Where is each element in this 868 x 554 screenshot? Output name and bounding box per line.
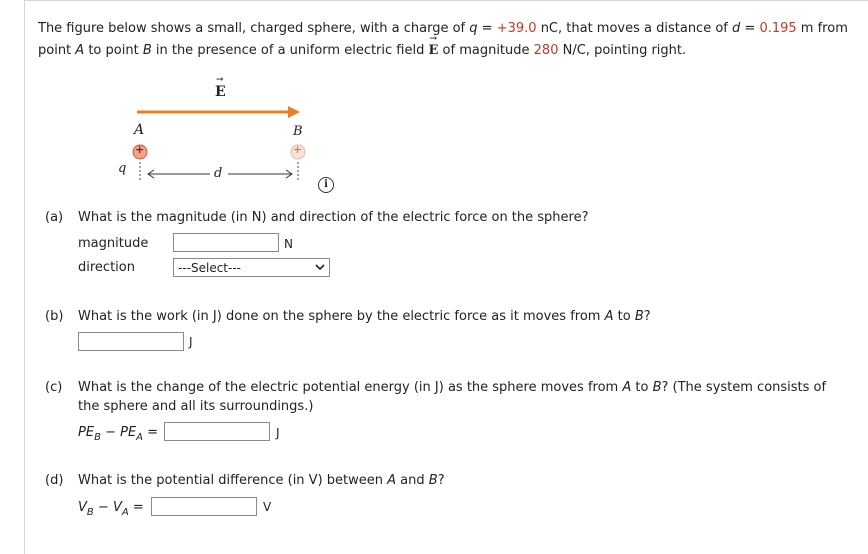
text: ? xyxy=(643,309,651,324)
potential-difference-input[interactable] xyxy=(151,497,257,516)
intro-text: in the presence of a uniform electric field xyxy=(151,43,429,58)
intro-text: N/C, pointing right. xyxy=(558,43,687,58)
q-symbol: q xyxy=(469,21,478,36)
intro-text: of magnitude xyxy=(438,43,534,58)
text: What is the work (in J) done on the sphere by the electric force as it moves from xyxy=(78,309,605,324)
distance-value: 0.195 xyxy=(759,21,797,36)
v: V xyxy=(78,500,87,515)
part-d-tag: (d) xyxy=(45,473,64,488)
d-symbol: d xyxy=(732,21,741,36)
charge-value: +39.0 xyxy=(496,21,537,36)
point-a: A xyxy=(75,43,85,58)
point-a: A xyxy=(622,380,632,395)
vector-arrow-icon: → xyxy=(216,75,224,85)
label-d: d xyxy=(214,166,223,181)
field-letter: E xyxy=(215,84,226,100)
label-q: q xyxy=(118,161,127,176)
text: to xyxy=(613,309,635,324)
sub-b: B xyxy=(94,432,101,443)
direction-label: direction xyxy=(78,260,135,275)
info-icon[interactable] xyxy=(318,177,334,193)
point-b: B xyxy=(652,380,662,395)
work-unit: J xyxy=(189,335,193,349)
point-b: B xyxy=(634,309,644,324)
potential-difference-unit: V xyxy=(263,500,272,514)
point-a: A xyxy=(604,309,614,324)
vector-arrow-icon: → xyxy=(429,34,438,44)
intro-text: nC, that moves a distance of xyxy=(536,21,733,36)
magnitude-unit: N xyxy=(284,237,293,251)
intro-text: The figure below shows a small, charged sphere, with a charge of xyxy=(38,21,470,36)
equals: = xyxy=(740,21,760,36)
field-arrow-head-icon xyxy=(288,106,300,118)
part-b-question xyxy=(78,309,651,324)
e-field-symbol xyxy=(428,34,439,58)
select-value: ---Select--- xyxy=(178,260,241,275)
part-b-tag: (b) xyxy=(45,309,64,324)
part-d-question xyxy=(78,473,445,488)
sub-b: B xyxy=(86,507,94,518)
text: and xyxy=(396,473,429,488)
minus: − xyxy=(93,500,113,515)
work-input[interactable] xyxy=(78,332,184,351)
magnitude-input[interactable] xyxy=(173,233,279,252)
equals: = xyxy=(477,21,497,36)
text: What is the potential difference (in V) between xyxy=(78,473,388,488)
v: V xyxy=(112,500,122,515)
pe: PE xyxy=(78,425,95,440)
direction-select[interactable] xyxy=(173,258,330,277)
part-c-tag: (c) xyxy=(45,380,63,395)
pe-change-input[interactable] xyxy=(164,422,270,441)
v-expression xyxy=(78,500,144,518)
part-c-question-line-1 xyxy=(78,380,826,395)
minus: − xyxy=(100,425,121,440)
intro-text: m from xyxy=(796,21,848,36)
intro-line-2 xyxy=(38,34,687,58)
point-a: A xyxy=(387,473,397,488)
point-b: B xyxy=(428,473,438,488)
label-a: A xyxy=(134,122,145,138)
pe: PE xyxy=(120,425,137,440)
part-c-question-line-2: the sphere and all its surroundings.) xyxy=(78,399,314,414)
info-glyph: i xyxy=(324,179,328,190)
equals: = xyxy=(128,500,144,515)
label-b: B xyxy=(293,124,303,139)
field-label xyxy=(215,75,226,100)
part-a-tag: (a) xyxy=(45,210,64,225)
figure xyxy=(100,75,340,200)
text: ? xyxy=(437,473,445,488)
plus-sign-a: + xyxy=(135,143,145,156)
plus-sign-b: + xyxy=(293,143,303,156)
magnitude-label: magnitude xyxy=(78,236,149,251)
sub-a: A xyxy=(121,507,129,518)
intro-line-1 xyxy=(38,21,848,36)
pe-expression xyxy=(78,425,159,443)
chevron-down-icon xyxy=(315,264,325,271)
text: to xyxy=(631,380,653,395)
part-a-question: What is the magnitude (in N) and direction of the electric force on the sphere? xyxy=(78,210,589,225)
pe-change-unit: J xyxy=(276,426,280,440)
e-letter: E xyxy=(428,43,439,58)
intro-text: point xyxy=(38,43,76,58)
field-value: 280 xyxy=(533,43,559,58)
equals: = xyxy=(143,425,159,440)
text: ? (The system consists of xyxy=(661,380,827,395)
sub-a: A xyxy=(136,432,144,443)
intro-text: to point xyxy=(84,43,143,58)
text: What is the change of the electric potential energy (in J) as the sphere moves from xyxy=(78,380,623,395)
point-b: B xyxy=(142,43,152,58)
